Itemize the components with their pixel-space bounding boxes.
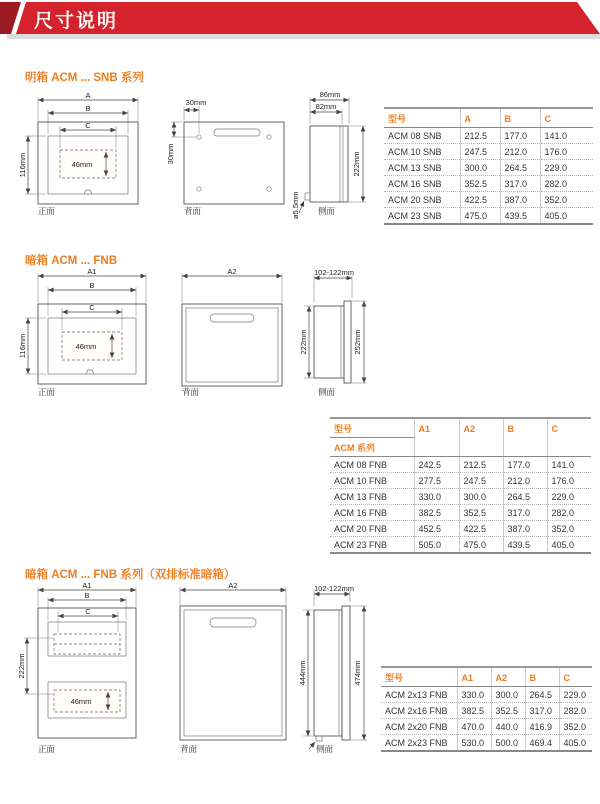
- table-cell: 352.0: [559, 719, 592, 735]
- dim-label-a2: A2: [228, 581, 238, 590]
- table-cell: 405.0: [540, 208, 593, 225]
- view-caption: 正面: [38, 206, 56, 216]
- table-cell: 177.0: [503, 457, 547, 473]
- dim-label-hole-dia: ø5.5mm: [291, 191, 300, 219]
- table-cell: ACM 2x16 FNB: [381, 703, 457, 719]
- section-3-title: 暗箱 ACM ... FNB 系列（双排标准暗箱）: [25, 569, 236, 581]
- table-cell: 405.0: [559, 735, 592, 752]
- table-cell: 282.0: [547, 505, 591, 521]
- table-row: [384, 192, 593, 208]
- table-cell: 352.0: [540, 192, 593, 208]
- table-cell: 176.0: [547, 473, 591, 489]
- dim-label-total-height: 474mm: [353, 660, 362, 686]
- dim-label-c: C: [85, 607, 91, 616]
- dim-label-height: 222mm: [352, 151, 361, 177]
- s3-front-view-drawing: [17, 581, 168, 756]
- fnb-dimension-table: [330, 417, 591, 554]
- table-cell: 247.5: [459, 473, 503, 489]
- table-cell: ACM 13 FNB: [330, 489, 414, 505]
- table-cell: 330.0: [457, 687, 491, 703]
- table-cell: 439.5: [500, 208, 540, 225]
- view-caption: 正面: [38, 744, 56, 754]
- view-caption: 背面: [184, 206, 202, 216]
- table-row: [330, 537, 591, 554]
- view-caption: 侧面: [318, 206, 336, 216]
- dim-label-depth1: 86mm: [319, 90, 341, 99]
- table-cell: 229.0: [547, 489, 591, 505]
- table-cell: 352.5: [459, 505, 503, 521]
- table-cell: 317.0: [525, 703, 559, 719]
- series-subheader: ACM 系列: [330, 438, 414, 457]
- table-row: [384, 208, 593, 225]
- s1-back-view-drawing: [168, 92, 296, 217]
- table-cell: 212.0: [500, 144, 540, 160]
- table-cell: ACM 20 SNB: [384, 192, 460, 208]
- dim-label-hole-x: 30mm: [185, 98, 207, 107]
- latch-glyph: [86, 370, 94, 374]
- table-cell: 229.0: [540, 160, 593, 176]
- table-cell: 500.0: [491, 735, 525, 752]
- table-cell: 352.0: [547, 521, 591, 537]
- table-cell: 440.0: [491, 719, 525, 735]
- table-cell: 439.5: [503, 537, 547, 554]
- table-cell: 264.5: [500, 160, 540, 176]
- table-row: [384, 144, 593, 160]
- table-cell: 212.5: [459, 457, 503, 473]
- table-cell: 176.0: [540, 144, 593, 160]
- dim-label-c: C: [85, 121, 91, 130]
- table-cell: 229.0: [559, 687, 592, 703]
- table-cell: 422.5: [460, 192, 500, 208]
- banner-shadow: [7, 34, 600, 39]
- dim-label-total-height: 252mm: [353, 329, 362, 355]
- view-caption: 背面: [182, 387, 200, 397]
- view-caption: 侧面: [318, 387, 336, 397]
- dim-label-box-height: 444mm: [298, 660, 307, 686]
- table-cell: 469.4: [525, 735, 559, 752]
- table-cell: 452.5: [414, 521, 459, 537]
- table-row: [381, 687, 592, 703]
- column-header: C: [547, 418, 591, 438]
- table-cell: 382.5: [414, 505, 459, 521]
- dim-label-height: 116mm: [18, 333, 27, 359]
- table-cell: ACM 23 SNB: [384, 208, 460, 225]
- table-cell: 330.0: [414, 489, 459, 505]
- table-cell: ACM 16 FNB: [330, 505, 414, 521]
- view-caption: 正面: [38, 387, 56, 397]
- table-cell: 177.0: [500, 128, 540, 144]
- table-cell: 242.5: [414, 457, 459, 473]
- dim-label-b: B: [85, 104, 91, 113]
- table-cell: ACM 13 SNB: [384, 160, 460, 176]
- dim-label-depth: 102-122mm: [313, 584, 355, 593]
- latch-glyph: [84, 190, 92, 194]
- dim-label-rail: 46mm: [70, 697, 92, 706]
- s2-side-view-drawing: [300, 268, 392, 398]
- column-header: 型号: [384, 108, 460, 128]
- table-cell: 264.5: [503, 489, 547, 505]
- table-cell: 530.0: [457, 735, 491, 752]
- column-header: C: [559, 667, 592, 687]
- dim-label-height: 116mm: [18, 152, 27, 178]
- table-cell: 505.0: [414, 537, 459, 554]
- table-cell: 475.0: [460, 208, 500, 225]
- column-header: A2: [491, 667, 525, 687]
- view-caption: 背面: [180, 744, 198, 754]
- column-header: A1: [457, 667, 491, 687]
- dim-label-b: B: [89, 281, 95, 290]
- dim-label-rail: 46mm: [71, 160, 93, 169]
- table-row: [381, 719, 592, 735]
- table-cell: 212.0: [503, 473, 547, 489]
- table-cell: 282.0: [540, 176, 593, 192]
- table-row: [381, 703, 592, 719]
- table-cell: 300.0: [491, 687, 525, 703]
- dim-label-box-height: 222mm: [299, 329, 308, 355]
- table-cell: 277.5: [414, 473, 459, 489]
- table-cell: 352.5: [460, 176, 500, 192]
- table-cell: ACM 23 FNB: [330, 537, 414, 554]
- column-header: B: [503, 418, 547, 438]
- table-cell: ACM 10 FNB: [330, 473, 414, 489]
- table-row: [330, 521, 591, 537]
- table-cell: 141.0: [540, 128, 593, 144]
- column-header: A2: [459, 418, 503, 438]
- table-cell: ACM 10 SNB: [384, 144, 460, 160]
- double-row-fnb-dimension-table: [381, 666, 592, 752]
- table-cell: 141.0: [547, 457, 591, 473]
- dim-label-row-pitch: 222mm: [17, 653, 26, 679]
- table-cell: 387.0: [503, 521, 547, 537]
- dim-label-hole-y: 30mm: [166, 143, 175, 165]
- table-cell: 475.0: [459, 537, 503, 554]
- s1-front-view-drawing: [18, 92, 168, 217]
- dim-label-a2: A2: [227, 267, 237, 276]
- table-cell: ACM 08 SNB: [384, 128, 460, 144]
- s1-side-view-drawing: [292, 90, 392, 220]
- table-cell: 416.9: [525, 719, 559, 735]
- s2-back-view-drawing: [172, 268, 292, 398]
- table-cell: 317.0: [500, 176, 540, 192]
- s2-front-view-drawing: [18, 268, 176, 398]
- table-cell: 282.0: [559, 703, 592, 719]
- table-cell: ACM 08 FNB: [330, 457, 414, 473]
- column-header: 型号: [381, 667, 457, 687]
- table-cell: 470.0: [457, 719, 491, 735]
- table-cell: 247.5: [460, 144, 500, 160]
- table-cell: 387.0: [500, 192, 540, 208]
- table-row: [330, 457, 591, 473]
- table-cell: ACM 2x20 FNB: [381, 719, 457, 735]
- table-row: [384, 160, 593, 176]
- dim-label-a1: A1: [82, 581, 92, 590]
- table-row: [384, 128, 593, 144]
- table-cell: 300.0: [460, 160, 500, 176]
- column-header: A1: [414, 418, 459, 438]
- dim-label-depth: 102-122mm: [313, 268, 355, 277]
- dim-label-c: C: [89, 303, 95, 312]
- table-row: [330, 505, 591, 521]
- column-header: B: [525, 667, 559, 687]
- table-cell: 317.0: [503, 505, 547, 521]
- snb-dimension-table: [384, 107, 593, 225]
- table-cell: ACM 16 SNB: [384, 176, 460, 192]
- column-header: A: [460, 108, 500, 128]
- table-cell: ACM 2x13 FNB: [381, 687, 457, 703]
- column-header: B: [500, 108, 540, 128]
- table-cell: 405.0: [547, 537, 591, 554]
- table-row: [330, 473, 591, 489]
- table-cell: 422.5: [459, 521, 503, 537]
- dim-label-b: B: [84, 591, 90, 600]
- table-cell: ACM 20 FNB: [330, 521, 414, 537]
- table-cell: ACM 2x23 FNB: [381, 735, 457, 752]
- view-caption: 侧面: [316, 744, 334, 754]
- table-cell: 212.5: [460, 128, 500, 144]
- table-cell: 300.0: [459, 489, 503, 505]
- section-1-title: 明箱 ACM ... SNB 系列: [25, 72, 144, 84]
- dim-label-a1: A1: [87, 267, 97, 276]
- table-cell: 382.5: [457, 703, 491, 719]
- dim-label-depth2: 82mm: [315, 102, 337, 111]
- table-cell: 352.5: [491, 703, 525, 719]
- table-row: [330, 489, 591, 505]
- table-row: [381, 735, 592, 752]
- column-header: C: [540, 108, 593, 128]
- dim-label-rail: 46mm: [75, 342, 97, 351]
- dim-label-a: A: [85, 91, 91, 100]
- table-row: [384, 176, 593, 192]
- s3-back-view-drawing: [166, 581, 301, 756]
- table-cell: 264.5: [525, 687, 559, 703]
- section-2-title: 暗箱 ACM ... FNB: [25, 255, 117, 267]
- column-header: 型号: [330, 418, 414, 438]
- page-title: 尺寸说明: [34, 11, 119, 32]
